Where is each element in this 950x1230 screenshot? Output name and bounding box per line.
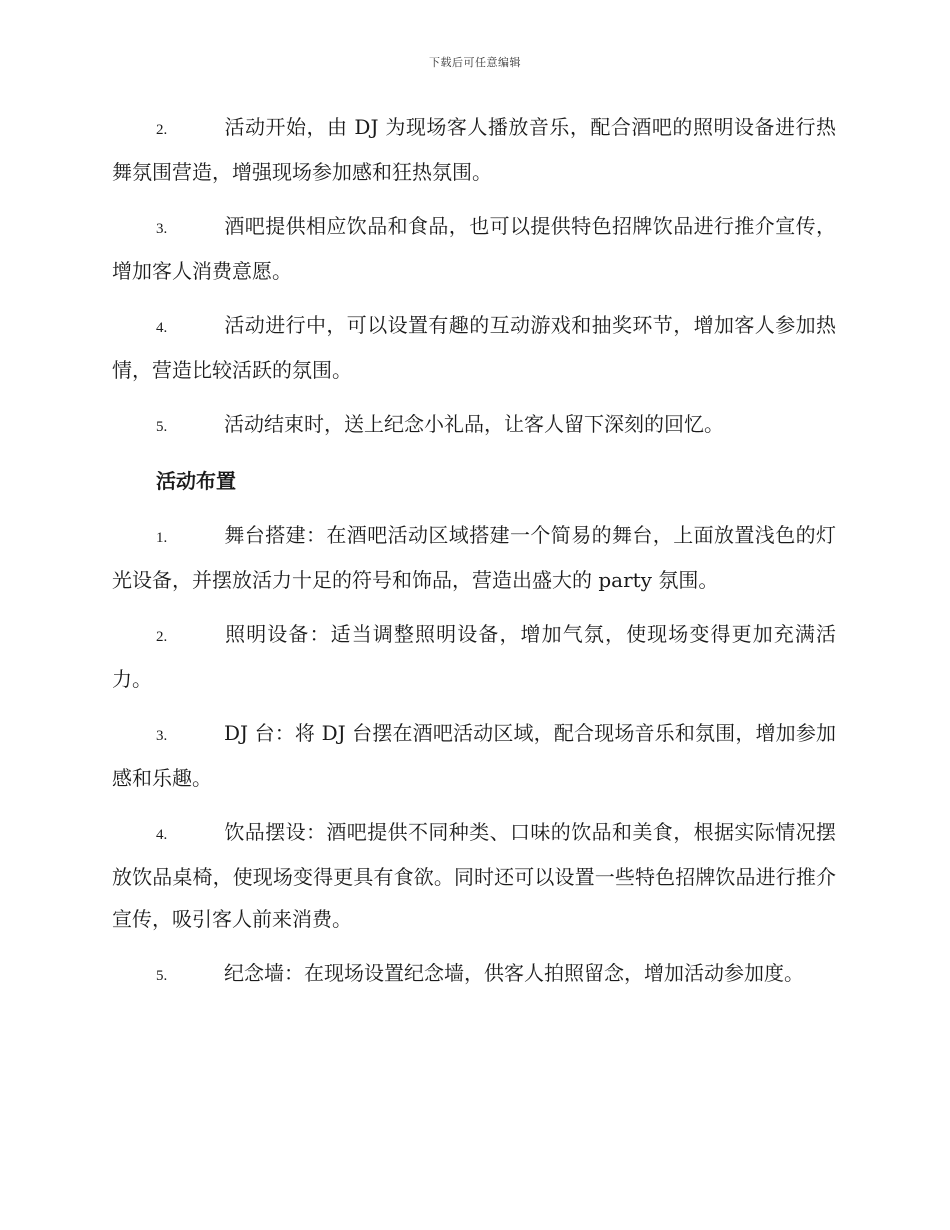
list-item-number: 2. — [156, 122, 168, 138]
list-item-text: 活动结束时，送上纪念小礼品，让客人留下深刻的回忆。 — [224, 412, 724, 436]
list-item — [112, 514, 836, 601]
list-item-number: 1. — [156, 530, 168, 546]
list-item-text: 活动开始，由 DJ 为现场客人播放音乐，配合酒吧的照明设备进行热舞氛围营造，增强现场参加感和狂热氛围。 — [112, 115, 836, 184]
list-item-text: 饮品摆设：酒吧提供不同种类、口味的饮品和美食，根据实际情况摆放饮品桌椅，使现场变得更具有食欲。同时还可以设置一些特色招牌饮品进行推介宣传，吸引客人前来消费。 — [112, 820, 836, 931]
list-item-number: 5. — [156, 419, 168, 435]
list-item-number: 5. — [156, 968, 168, 984]
document-body — [112, 106, 836, 1009]
list-item — [112, 811, 836, 940]
list-item-text: 活动进行中，可以设置有趣的互动游戏和抽奖环节，增加客人参加热情，营造比较活跃的氛围。 — [112, 313, 836, 382]
list-item — [112, 613, 836, 700]
list-item-text: DJ 台：将 DJ 台摆在酒吧活动区域，配合现场音乐和氛围，增加参加感和乐趣。 — [112, 721, 836, 790]
list-item — [112, 304, 836, 391]
list-item-text: 酒吧提供相应饮品和食品，也可以提供特色招牌饮品进行推介宣传，增加客人消费意愿。 — [112, 214, 836, 283]
list-item-number: 3. — [156, 728, 168, 744]
page-header-note: 下载后可任意编辑 — [429, 56, 521, 69]
list-item — [112, 403, 836, 448]
list-item-number: 3. — [156, 221, 168, 237]
list-item-text: 照明设备：适当调整照明设备，增加气氛，使现场变得更加充满活力。 — [112, 622, 836, 691]
list-item — [112, 952, 836, 997]
section-heading: 活动布置 — [156, 469, 236, 493]
list-item-text: 舞台搭建：在酒吧活动区域搭建一个简易的舞台，上面放置浅色的灯光设备，并摆放活力十足的符号和饰品，营造出盛大的 party 氛围。 — [112, 523, 836, 592]
list-item-number: 2. — [156, 629, 168, 645]
list-item-number: 4. — [156, 827, 168, 843]
list-item — [112, 106, 836, 193]
list-item-number: 4. — [156, 320, 168, 336]
list-item — [112, 712, 836, 799]
list-item — [112, 205, 836, 292]
list-item-text: 纪念墙：在现场设置纪念墙，供客人拍照留念，增加活动参加度。 — [224, 961, 804, 985]
